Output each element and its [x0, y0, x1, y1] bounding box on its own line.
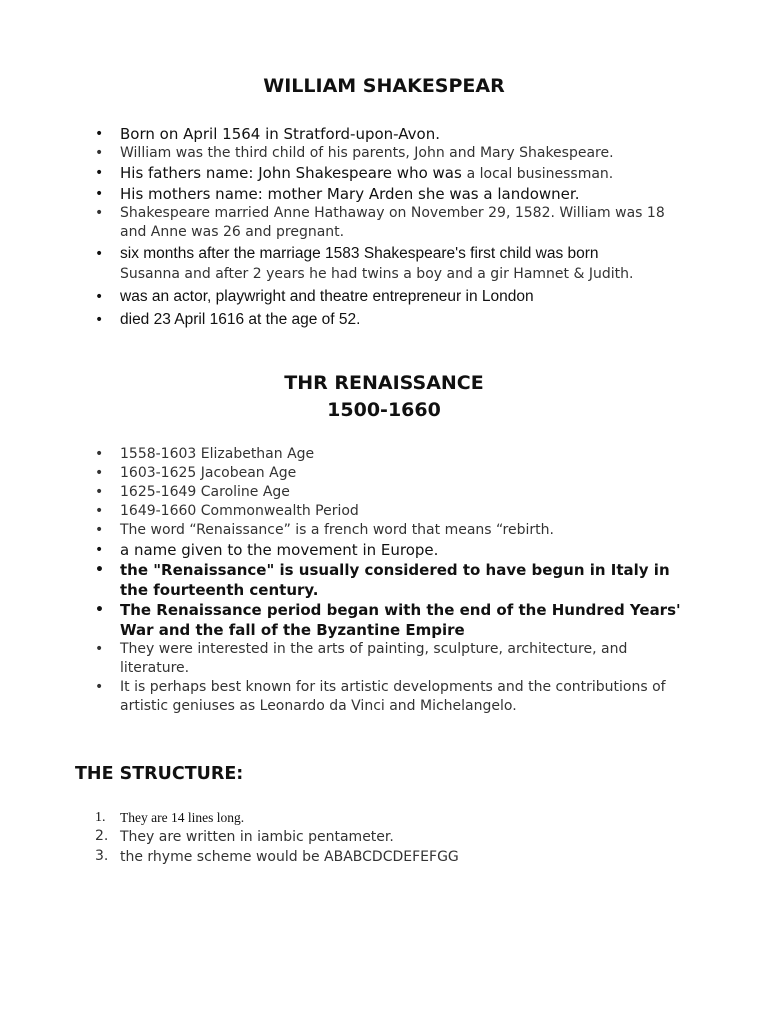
list-number: 1.	[95, 810, 106, 825]
list-item-text: The Renaissance period began with the end of the Hundred Years' War and the fall of the Byzantine Empire	[120, 601, 681, 639]
list-item-text: His fathers name: John Shakespeare who was	[120, 164, 462, 182]
list-item-text: the "Renaissance" is usually considered to have begun in Italy in the fourteenth century.	[120, 561, 670, 599]
list-number: 2.	[95, 828, 109, 844]
list-item-text: a name given to the movement in Europe.	[120, 541, 439, 559]
list-item-text: 1625-1649 Caroline Age	[120, 484, 290, 500]
list-item	[95, 287, 695, 307]
list-item	[95, 640, 695, 678]
list-item-text: It is perhaps best known for its artistic developments and the contributions of artistic geniuses as Leonardo da Vinci and Michelangelo.	[120, 679, 666, 714]
list-item	[95, 163, 695, 184]
list-item	[95, 502, 695, 521]
list-item-text: a local businessman.	[466, 166, 614, 182]
title-text: THR RENAISSANCE	[284, 372, 484, 394]
list-item-text: the rhyme scheme would be ABABCDCDEFEFGG	[120, 849, 459, 865]
list-item-text: six months after the marriage 1583 Shakespeare's first child was born	[120, 245, 599, 262]
list-item	[95, 184, 695, 204]
list-item	[95, 540, 695, 560]
list-item-text: His mothers name: mother Mary Arden she was a landowner.	[120, 185, 580, 203]
section-title-shakespeare	[0, 75, 768, 97]
list-item-text: They are written in iambic pentameter.	[120, 829, 394, 845]
renaissance-facts-list	[95, 445, 695, 716]
structure-list	[95, 808, 695, 867]
subtitle-text: 1500-1660	[327, 399, 441, 421]
list-item	[95, 124, 695, 144]
list-item	[95, 445, 695, 464]
list-item	[95, 808, 695, 827]
list-item	[95, 204, 695, 242]
list-item-text: The word “Renaissance” is a french word that means “rebirth.	[120, 522, 554, 538]
list-item-text: 1603-1625 Jacobean Age	[120, 465, 297, 481]
title-text: WILLIAM SHAKESPEAR	[263, 75, 505, 97]
list-item-text: Shakespeare married Anne Hathaway on November 29, 1582. William was 18 and Anne was 26 and pregnant.	[120, 205, 665, 240]
list-item	[95, 560, 695, 600]
shakespeare-facts-list	[95, 124, 695, 330]
list-item	[95, 827, 695, 847]
list-item	[95, 600, 695, 640]
list-item	[95, 144, 695, 163]
list-item	[95, 678, 695, 716]
list-item-text: Born on April 1564 in Stratford-upon-Avon.	[120, 125, 440, 143]
section-title-renaissance	[0, 370, 768, 424]
list-item	[95, 521, 695, 540]
list-item-text: died 23 April 1616 at the age of 52.	[120, 311, 361, 328]
list-item	[95, 464, 695, 483]
list-item-text: They are 14 lines long.	[120, 810, 245, 825]
list-item-text: was an actor, playwright and theatre entrepreneur in London	[120, 288, 534, 305]
list-item-text: Susanna and after 2 years he had twins a boy and a gir Hamnet & Judith.	[120, 266, 634, 282]
list-item-text: 1649-1660 Commonwealth Period	[120, 503, 359, 519]
list-item-text: 1558-1603 Elizabethan Age	[120, 446, 315, 462]
list-item	[95, 310, 695, 330]
list-item	[95, 483, 695, 502]
list-item	[95, 244, 695, 284]
section-title-structure	[75, 764, 243, 784]
title-text: THE STRUCTURE:	[75, 764, 244, 784]
list-number: 3.	[95, 848, 109, 864]
list-item	[95, 847, 695, 867]
list-item-text: William was the third child of his parents, John and Mary Shakespeare.	[120, 145, 614, 161]
list-item-text: They were interested in the arts of painting, sculpture, architecture, and literature.	[120, 641, 628, 676]
